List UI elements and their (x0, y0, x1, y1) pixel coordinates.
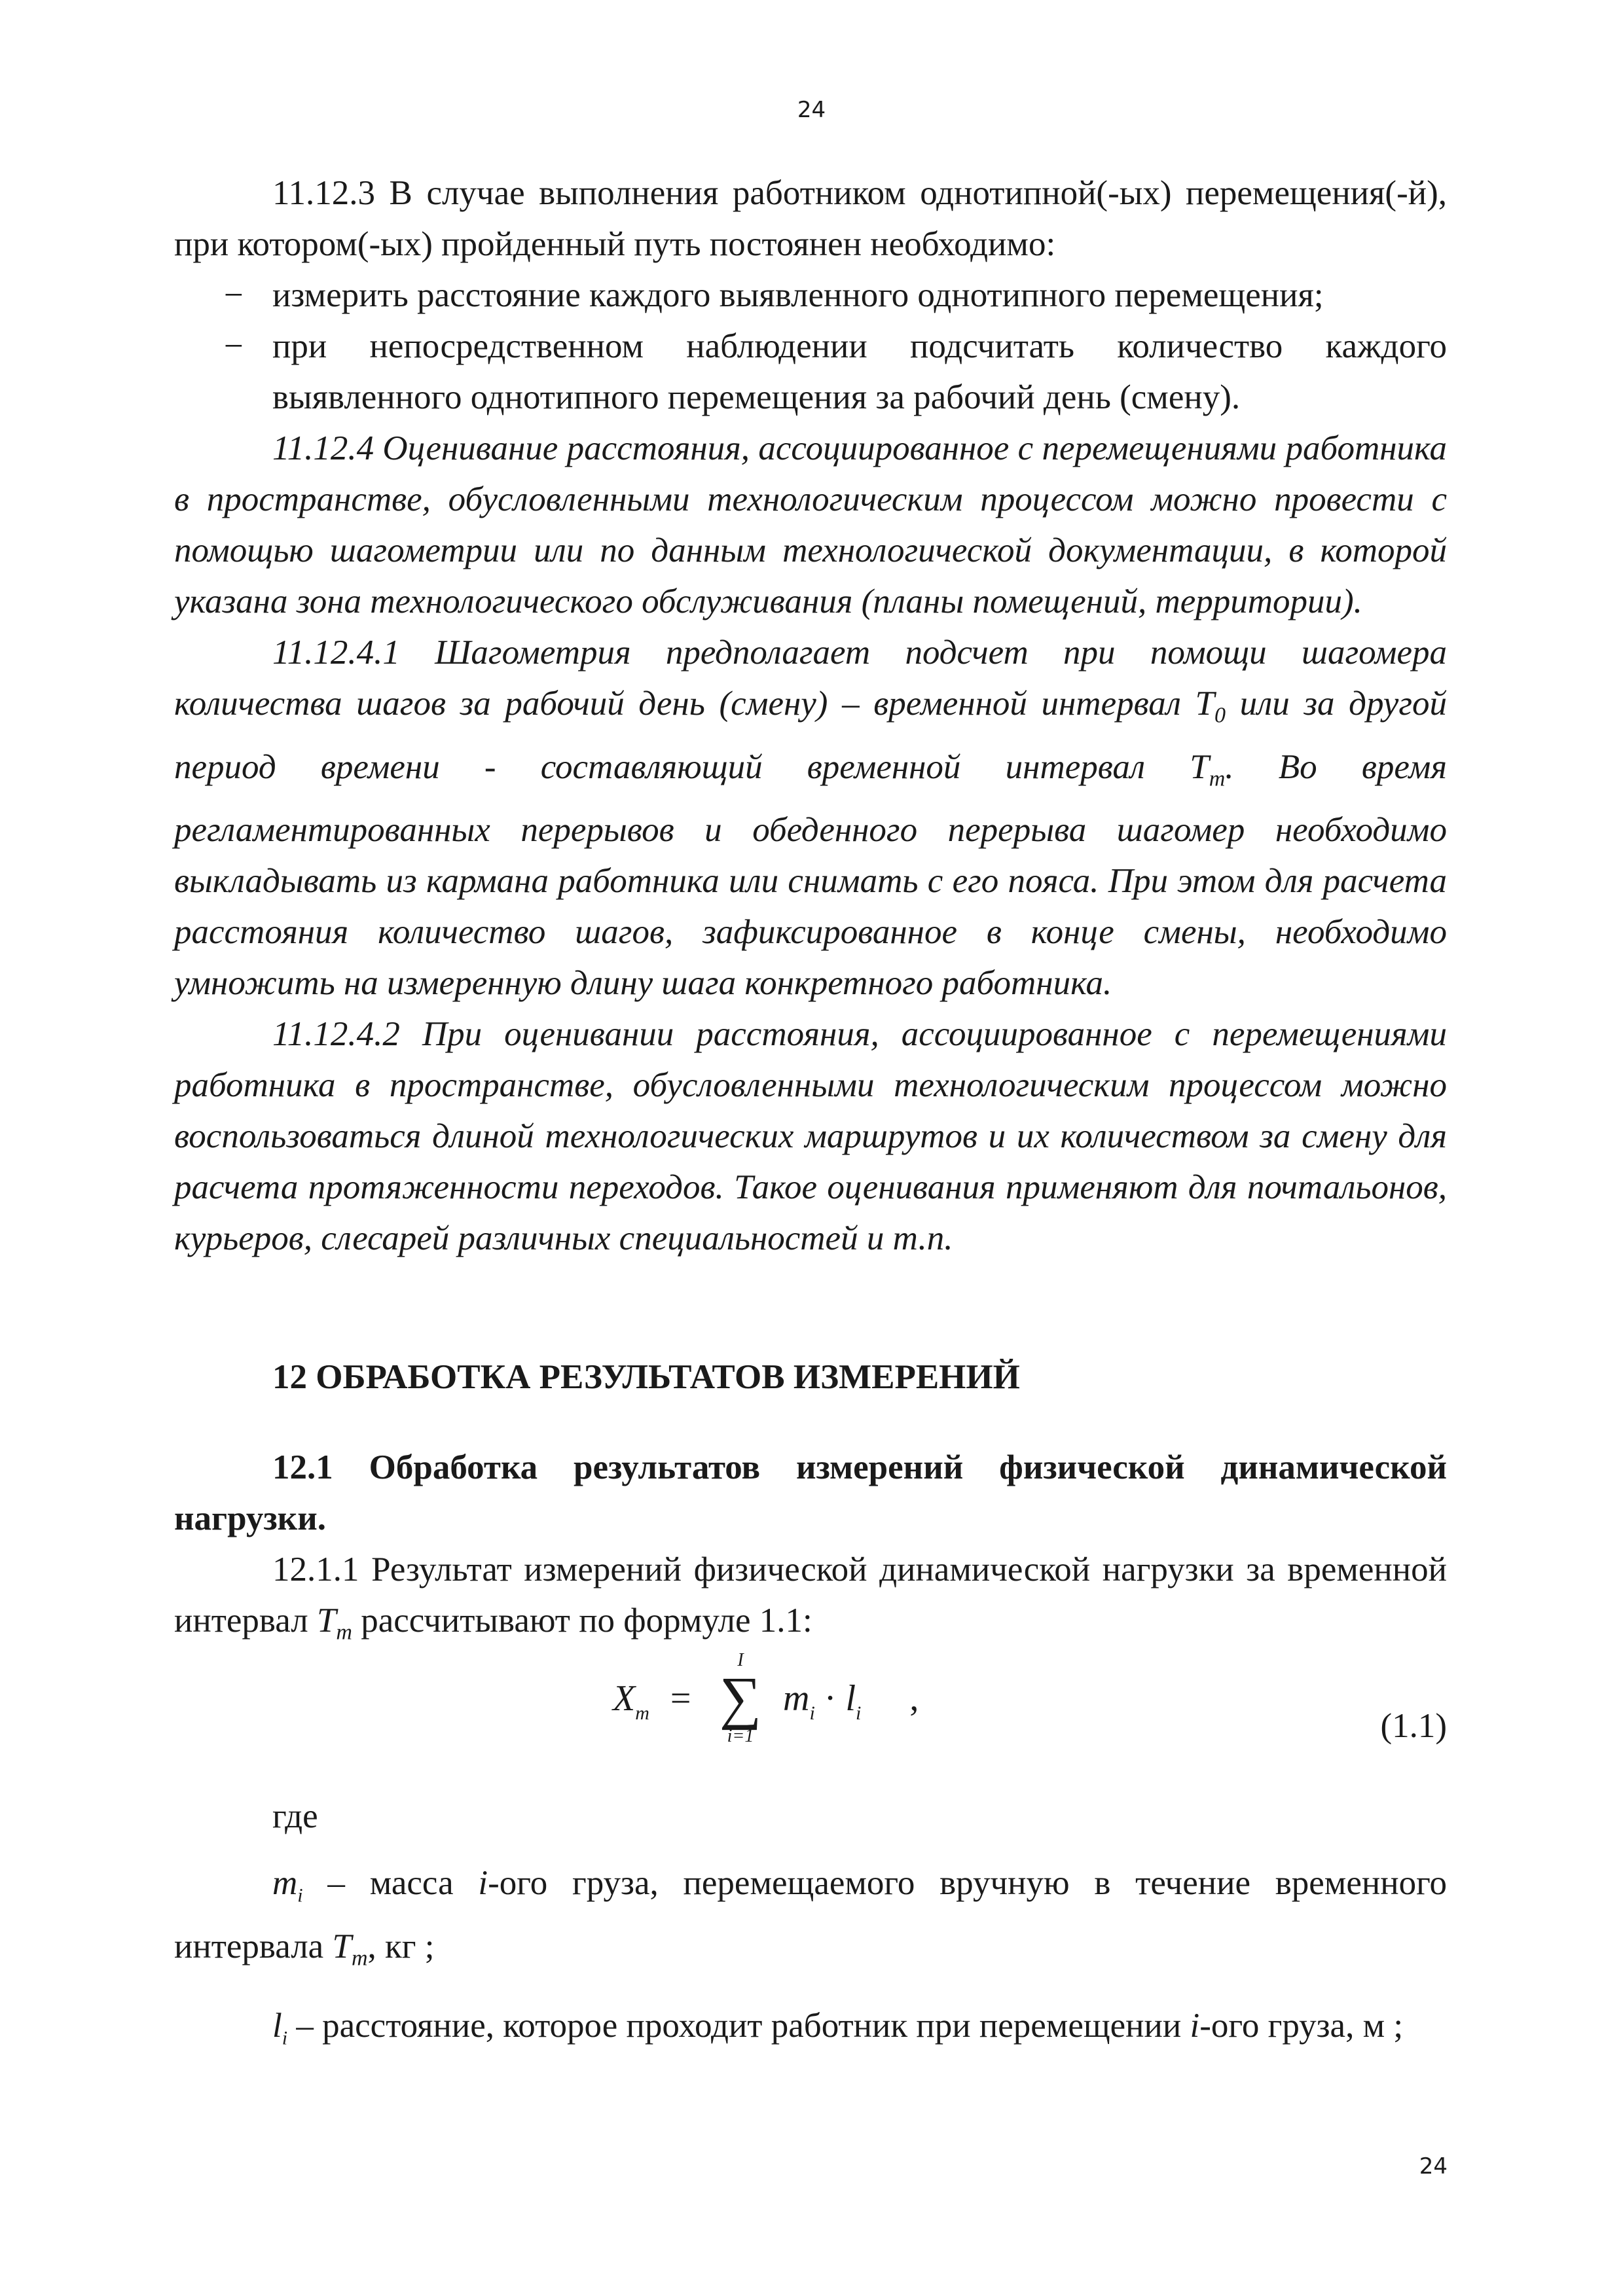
subscript: i (282, 2027, 288, 2049)
dash-bullet: − (224, 327, 244, 365)
paragraph-text: или за другой период времени - составляющий временной интервал T (174, 685, 1447, 786)
term-m-sub: i (809, 1702, 815, 1724)
paragraph-text: 12.1.1 Результат измерений физической динамической нагрузки за временной интервал (174, 1551, 1447, 1640)
definition-text: , кг ; (367, 1928, 435, 1966)
subscript: m (336, 1620, 352, 1645)
section-heading-12: 12 ОБРАБОТКА РЕЗУЛЬТАТОВ ИЗМЕРЕНИЙ (272, 1358, 1020, 1397)
paragraph-11-12-4: 11.12.4 Оценивание расстояния, ассоциированное с перемещениями работника в пространстве, обусловленными технологическим процессом можно провести с помощью шагометрии или по данным технологической документации, в которой указана зона технологического обслуживания (планы помещений, территории). (174, 429, 1447, 620)
paragraph-text: рассчитывают по формуле 1.1: (352, 1602, 812, 1640)
list-item-text: при непосредственном наблюдении подсчитать количество каждого выявленного однотипного перемещения за рабочий день (смену). (272, 327, 1447, 416)
paragraph-12-1-1 (174, 1544, 1447, 1659)
subscript: i (297, 1884, 303, 1907)
variable-i: i (478, 1863, 488, 1902)
variable-T: T (316, 1602, 337, 1640)
subscript: m (351, 1946, 368, 1971)
where-label: где (272, 1797, 318, 1835)
formula-1-1 (174, 1649, 1447, 1797)
formula-number: (1.1) (1380, 1706, 1447, 1745)
definition-text: – расстояние, которое проходит работник при перемещении (287, 2006, 1190, 2045)
document-body (174, 168, 1447, 2064)
page-number-bottom: 24 (1419, 2153, 1448, 2179)
formula-sum (711, 1651, 770, 1746)
formula-expression (613, 1673, 691, 1730)
list-item (174, 321, 1447, 423)
subscript: 0 (1214, 703, 1226, 728)
paragraph-text: 11.12.4.1 Шагометрия предполагает подсчет при помощи шагомера количества шагов за рабочий день (смену) – временной интервал T (174, 634, 1447, 723)
page-number-top: 24 (797, 97, 826, 123)
formula-lhs: X (613, 1677, 636, 1719)
formula-equals: = (670, 1677, 691, 1719)
paragraph-11-12-4-2: 11.12.4.2 При оценивании расстояния, ассоциированное с перемещениями работника в пространстве, обусловленными технологическим процессом можно воспользоваться длиной технологических маршрутов и их количеством за смену для расчета протяженности переходов. Такое оценивания применяют для почтальонов, курьеров, слесарей различных специальностей и т.п. (174, 1015, 1447, 1258)
paragraph-11-12-3: 11.12.3 В случае выполнения работником однотипной(-ых) перемещения(-й), при котором(-ых) пройденный путь постоянен необходимо: (174, 174, 1447, 263)
variable-definition-l (174, 2000, 1447, 2064)
list-item (174, 270, 1447, 321)
variable-l: l (272, 2006, 282, 2045)
sum-lower-limit: i=1 (727, 1725, 754, 1746)
term-m: m (783, 1677, 810, 1719)
variable-m: m (272, 1863, 298, 1902)
subscript: m (1209, 766, 1226, 791)
formula-term (783, 1673, 919, 1730)
formula-lhs-sub: m (635, 1702, 649, 1724)
definition-text: -ого груза, перемещаемого вручную в течение временного интервала (174, 1863, 1448, 1966)
definition-text: -ого груза, м ; (1199, 2006, 1404, 2045)
sigma-icon: ∑ (719, 1665, 762, 1731)
formula-comma: , (909, 1677, 919, 1719)
term-dot: · (824, 1677, 837, 1719)
subsection-heading-12-1: 12.1 Обработка результатов измерений физической динамической нагрузки. (174, 1448, 1447, 1538)
variable-T: T (332, 1928, 352, 1966)
definition-text: – масса (302, 1863, 479, 1902)
sum-upper-limit: I (737, 1649, 744, 1670)
dash-bullet: − (224, 276, 244, 314)
paragraph-11-12-4-1 (174, 627, 1447, 1009)
term-l-sub: i (856, 1702, 862, 1724)
term-l: l (845, 1677, 856, 1719)
variable-definition-m (174, 1857, 1447, 1984)
variable-i: i (1190, 2006, 1200, 2045)
sum-operator (711, 1651, 770, 1746)
list-item-text: измерить расстояние каждого выявленного однотипного перемещения; (272, 276, 1324, 314)
paragraph-text: . Во время регламентированных перерывов и обеденного перерыва шагомер необходимо выкладывать из кармана работника или снимать с его пояса. При этом для расчета расстояния количество шагов, зафиксированное в конце смены, необходимо умножить на измеренную длину шага конкретного работника. (174, 747, 1447, 1003)
